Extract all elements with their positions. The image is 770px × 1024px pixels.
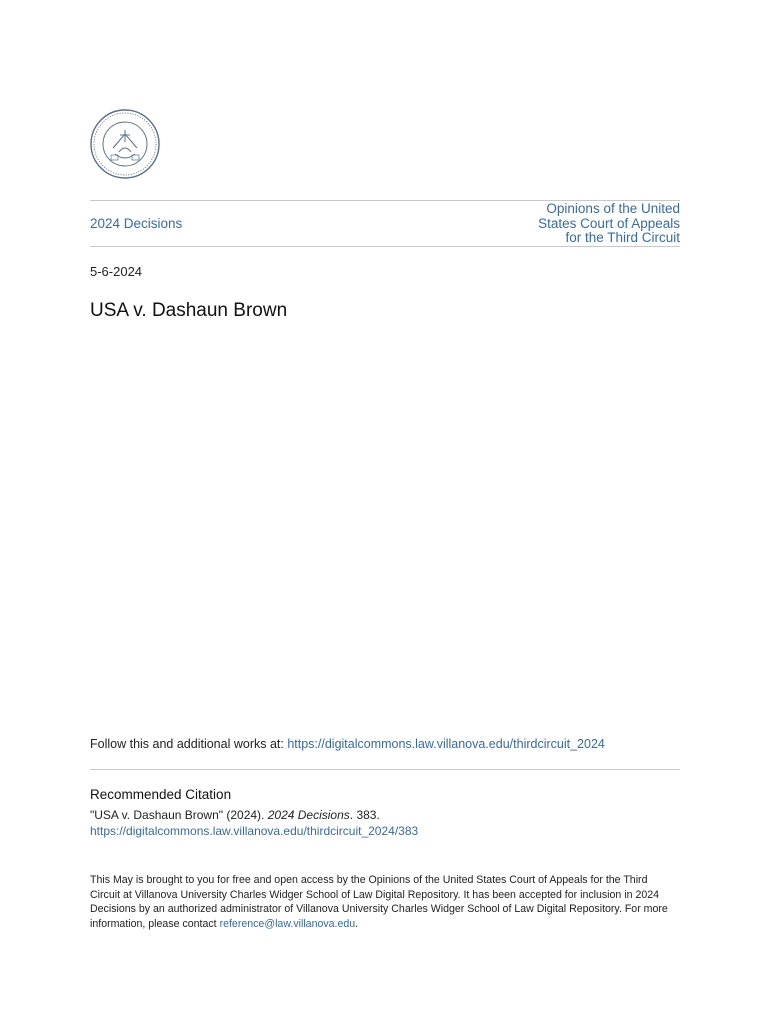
document-date: 5-6-2024 <box>90 264 143 279</box>
notice-text: This May is brought to you for free and open access by the Opinions of the United States Court of Appeals for the Third Circuit at Villanova University Charles Widger School of Law Digital Repository. It has been accepted for inclusion in 2024 Decisions by an authorized administrator of Villanova University Charles Widger School of Law Digital Repository. For more information, please contact <box>90 874 668 930</box>
follow-prefix: Follow this and additional works at: <box>90 737 288 751</box>
follow-line <box>90 737 605 751</box>
series-link[interactable]: 2024 Decisions <box>90 216 183 231</box>
collection-line-2: States Court of Appeals <box>538 215 680 231</box>
collection-link[interactable] <box>490 202 680 246</box>
citation-rule <box>90 769 680 770</box>
university-seal-icon <box>89 108 161 180</box>
access-notice <box>90 873 680 931</box>
citation-text-part2: . 383. <box>349 808 380 822</box>
document-title: USA v. Dashaun Brown <box>90 300 288 321</box>
collection-line-3: for the Third Circuit <box>565 230 680 245</box>
header-bottom-rule <box>90 246 680 247</box>
citation-block <box>90 807 418 839</box>
notice-suffix: . <box>355 917 359 930</box>
collection-line-1: Opinions of the United <box>546 201 680 216</box>
follow-url-link[interactable]: https://digitalcommons.law.villanova.edu/thirdcircuit_2024 <box>287 737 605 751</box>
contact-email-link[interactable]: reference@law.villanova.edu <box>219 917 356 930</box>
citation-text-part1: "USA v. Dashaun Brown" (2024). <box>90 808 268 822</box>
recommended-citation-heading: Recommended Citation <box>90 787 232 802</box>
citation-series: 2024 Decisions <box>267 808 350 822</box>
citation-url-link[interactable]: https://digitalcommons.law.villanova.edu/thirdcircuit_2024/383 <box>90 824 419 838</box>
